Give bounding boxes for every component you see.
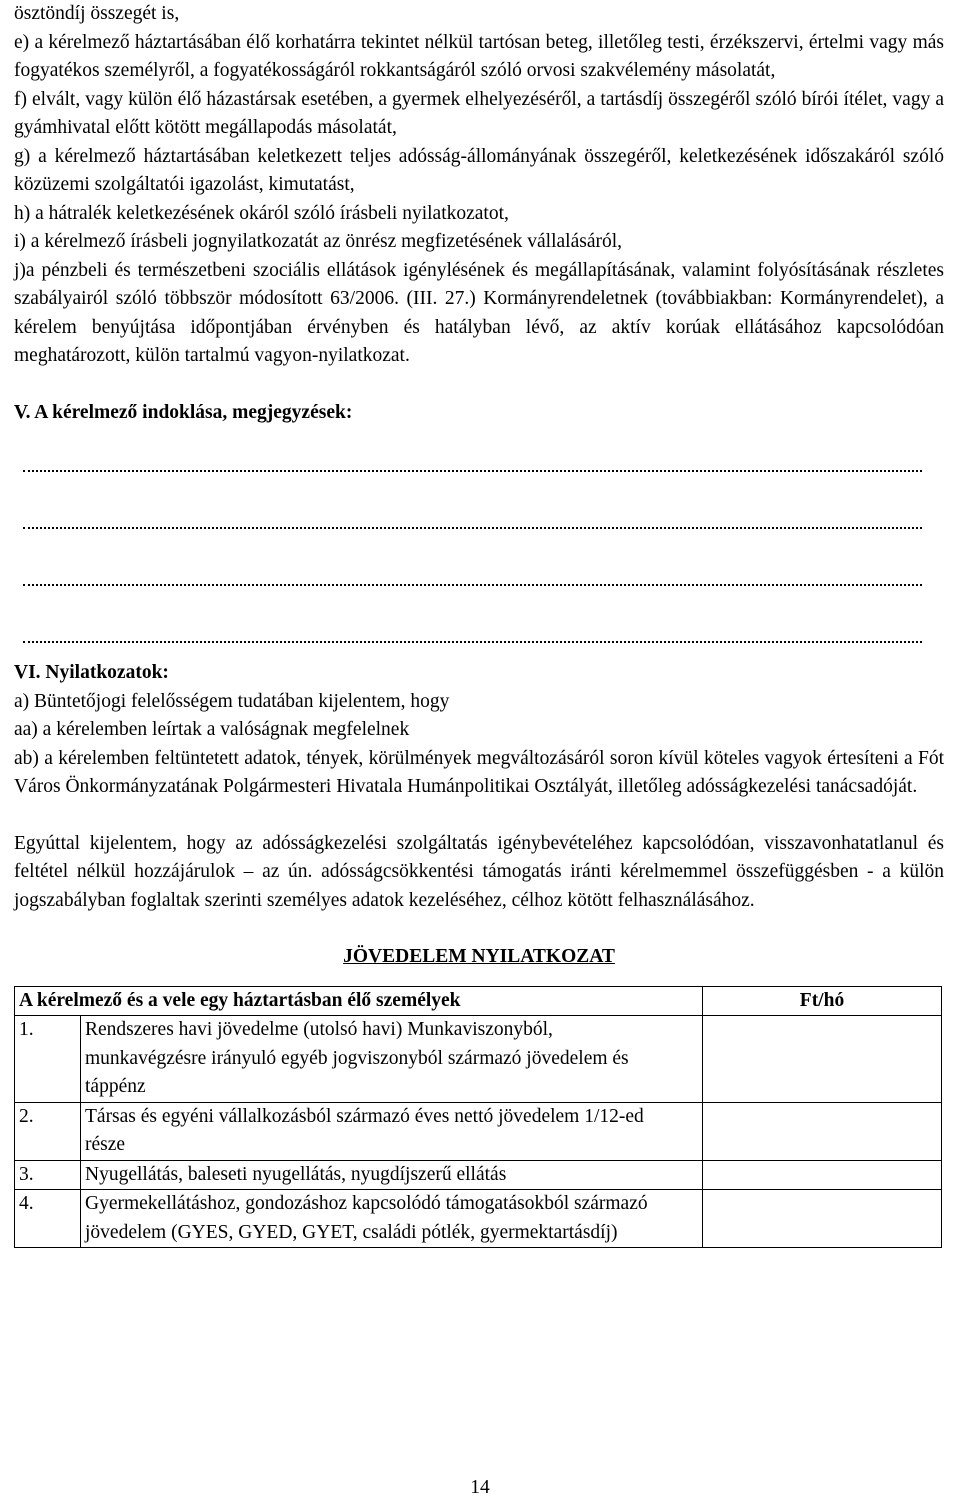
income-table	[14, 986, 942, 1249]
row-description: Nyugellátás, baleseti nyugellátás, nyugdíjszerű ellátás	[81, 1160, 703, 1190]
row-description: Rendszeres havi jövedelme (utolsó havi) Munkaviszonyból, munkavégzésre irányuló egyéb jogviszonyból származó jövedelem és táppénz	[81, 1016, 703, 1103]
remarks-line[interactable]	[14, 484, 944, 541]
row-description: Gyermekellátáshoz, gondozáshoz kapcsolódó támogatásokból származó jövedelem (GYES, GYED, GYET, családi pótlék, gyermektartásdíj)	[81, 1190, 703, 1248]
paragraph-item-e: e) a kérelmező háztartásában élő korhatárra tekintet nélkül tartósan beteg, illetőleg testi, érzékszervi, értelmi vagy más fogyatékos személyről, a fogyatékosságáról rokkantságáról szóló orvosi szakvélemény másolatát,	[14, 31, 944, 81]
section-v-heading: V. A kérelmező indoklása, megjegyzések:	[14, 401, 353, 423]
paragraph-item-h: h) a hátralék keletkezésének okáról szóló írásbeli nyilatkozatot,	[14, 202, 509, 224]
paragraph-item-f: f) elvált, vagy külön élő házastársak esetében, a gyermek elhelyezéséről, a tartásdíj összegéről szóló bírói ítélet, vagy a gyámhivatal előtt kötött megállapodás másolatát,	[14, 88, 944, 138]
page-number: 14	[470, 1477, 490, 1498]
amount-cell[interactable]	[703, 1190, 942, 1248]
paragraph-item-g: g) a kérelmező háztartásában keletkezett teljes adósság-állományának összegéről, keletkezésének időszakáról szóló közüzemi szolgáltatói igazolást, kimutatást,	[14, 145, 944, 195]
row-number: 3.	[15, 1160, 81, 1190]
amount-cell[interactable]	[703, 1016, 942, 1103]
remarks-line[interactable]	[14, 598, 944, 655]
table-row	[15, 1190, 942, 1248]
row-number: 4.	[15, 1190, 81, 1248]
paragraph-item-i: i) a kérelmező írásbeli jognyilatkozatát az önrész megfizetésének vállalásáról,	[14, 231, 623, 252]
declaration-a: a) Büntetőjogi felelősségem tudatában kijelentem, hogy	[14, 690, 450, 712]
document-page	[14, 0, 944, 1248]
row-number: 1.	[15, 1016, 81, 1103]
section-vi-heading: VI. Nyilatkozatok:	[14, 662, 169, 683]
table-row	[15, 1102, 942, 1160]
declaration-ab: ab) a kérelemben feltüntetett adatok, tények, körülmények megváltozásáról soron kívül köteles vagyok értesíteni a Fót Város Önkormányzatának Polgármesteri Hivatala Humánpolitikai Osztályát, illetőleg adósságkezelési tanácsadóját.	[14, 747, 944, 797]
declaration-aa: aa) a kérelemben leírtak a valóságnak megfelelnek	[14, 719, 410, 740]
header-unit: Ft/hó	[703, 986, 942, 1016]
table-row	[15, 1016, 942, 1103]
remarks-dotted-lines[interactable]	[14, 427, 944, 655]
table-row	[15, 1160, 942, 1190]
row-number: 2.	[15, 1102, 81, 1160]
income-table-header	[15, 986, 942, 1016]
consent-paragraph: Egyúttal kijelentem, hogy az adósságkezelési szolgáltatás igénybevételéhez kapcsolódóan, visszavonhatatlanul és feltétel nélkül hozzájárulok – az ún. adósságcsökkentési támogatás iránti kérelmemmel összefüggésben - a külön jogszabályban foglaltak szerinti személyes adatok kezeléséhez, célhoz kötött felhasználásához.	[14, 832, 944, 911]
remarks-line[interactable]	[14, 427, 944, 484]
paragraph-scholarship: ösztöndíj összegét is,	[14, 3, 180, 24]
amount-cell[interactable]	[703, 1102, 942, 1160]
header-persons: A kérelmező és a vele egy háztartásban élő személyek	[15, 986, 703, 1016]
income-declaration-title: JÖVEDELEM NYILATKOZAT	[343, 946, 615, 967]
row-description: Társas és egyéni vállalkozásból származó éves nettó jövedelem 1/12-ed része	[81, 1102, 703, 1160]
paragraph-item-j: j)a pénzbeli és természetbeni szociális ellátások igénylésének és megállapításának, valamint folyósításának részletes szabályairól szóló többször módosított 63/2006. (III. 27.) Kormányrendeletnek (továbbiakban: Kormányrendelet), a kérelem benyújtása időpontjában érvényben és hatályban lévő, az aktív korúak ellátásához kapcsolódóan meghatározott, külön tartalmú vagyon-nyilatkozat.	[14, 259, 944, 366]
amount-cell[interactable]	[703, 1160, 942, 1190]
remarks-line[interactable]	[14, 541, 944, 598]
